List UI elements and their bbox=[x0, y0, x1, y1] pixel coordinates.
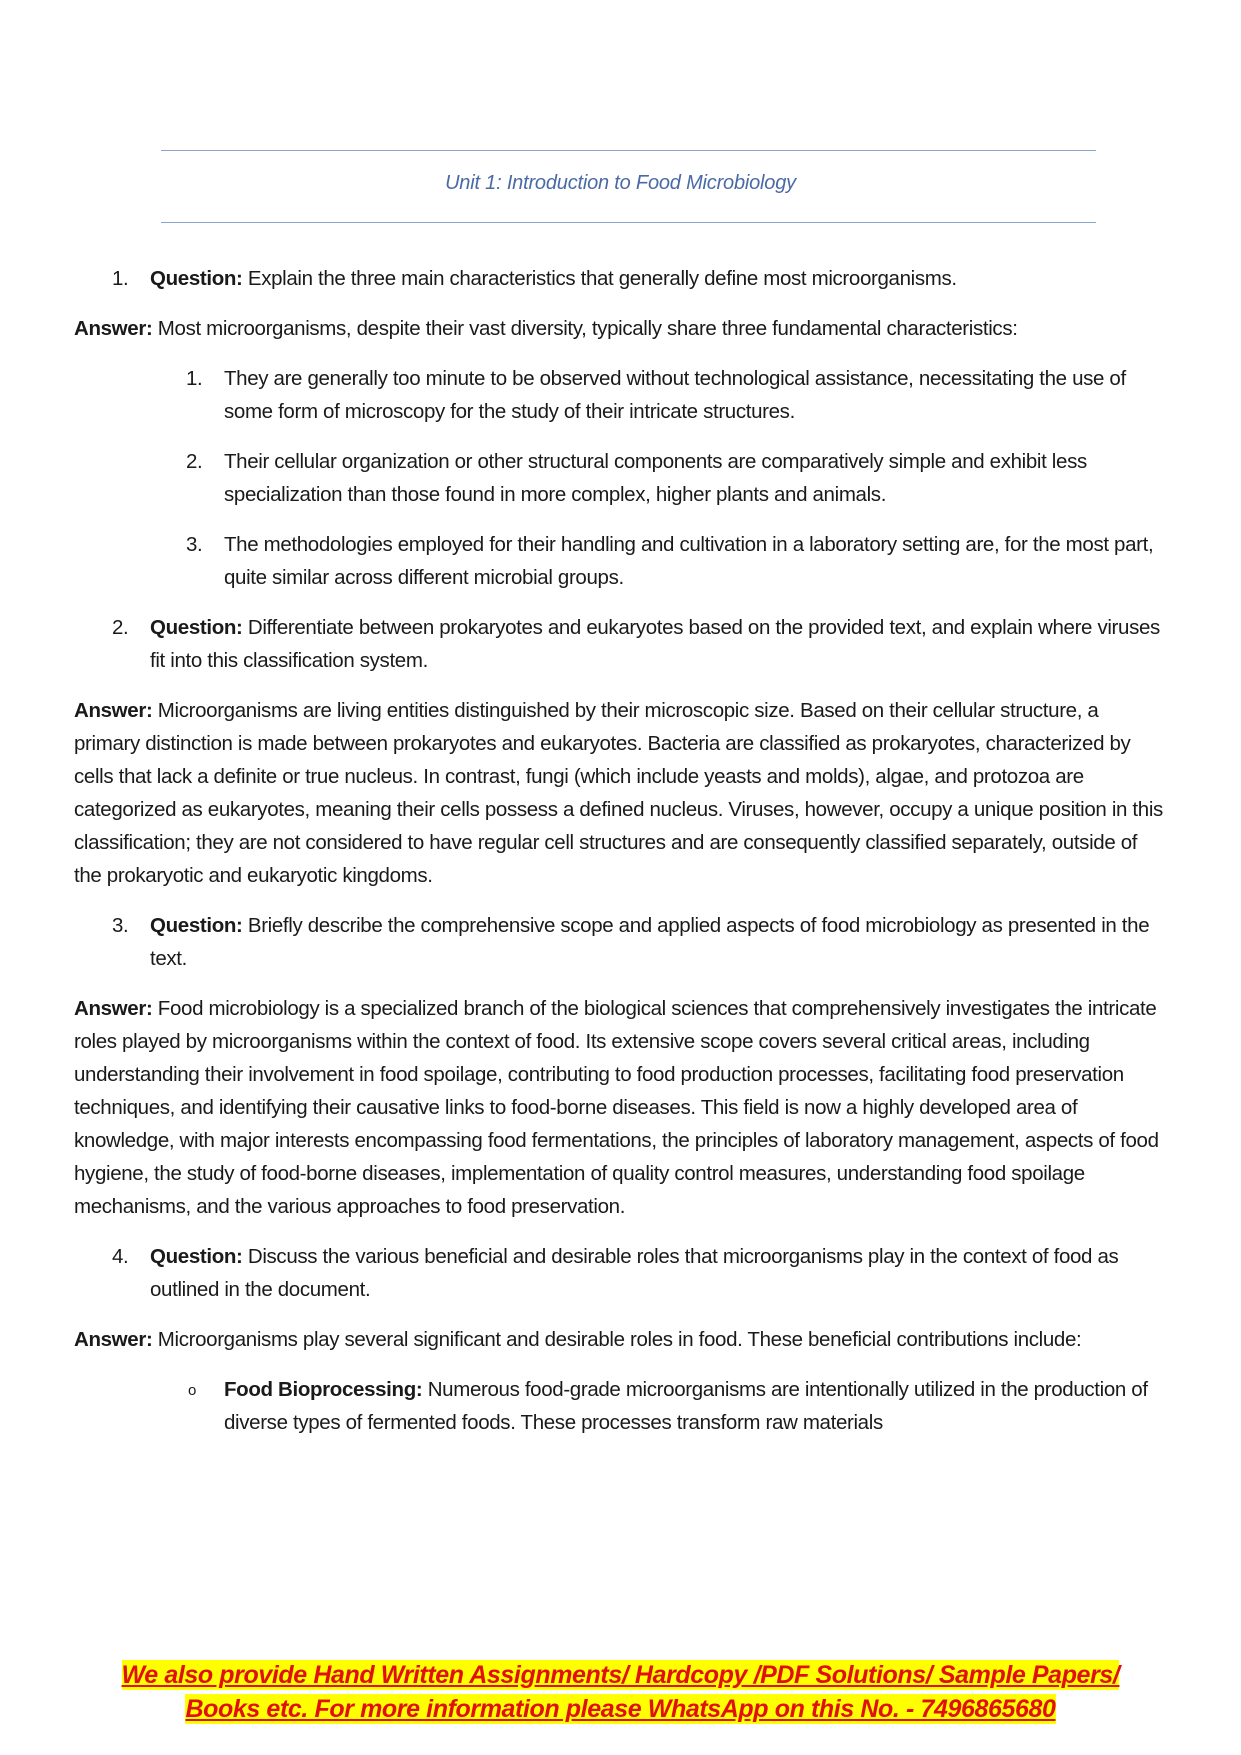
question-4 bbox=[74, 1240, 1164, 1306]
question-number: 4. bbox=[112, 1245, 129, 1268]
answer-4 bbox=[74, 1323, 1164, 1356]
document-body bbox=[74, 262, 1164, 1439]
answer-label: Answer: bbox=[74, 997, 153, 1020]
bullet-title: Food Bioprocessing: bbox=[224, 1378, 423, 1401]
promo-footer bbox=[0, 1658, 1241, 1726]
question-text: Briefly describe the comprehensive scope and applied aspects of food microbiology as presented in the text. bbox=[150, 914, 1150, 970]
answer-label: Answer: bbox=[74, 317, 153, 340]
header-bottom-rule bbox=[161, 222, 1096, 223]
point-number: 2. bbox=[186, 450, 203, 473]
header-top-rule bbox=[161, 150, 1096, 151]
question-number: 1. bbox=[112, 267, 129, 290]
hollow-bullet-icon: o bbox=[188, 1382, 196, 1399]
answer-text: Food microbiology is a specialized branch of the biological sciences that comprehensively investigates the intricate roles played by microorganisms within the context of food. Its extensive scope covers several critical areas, including understanding their involvement in food spoilage, contributing to food production processes, facilitating food preservation techniques, and identifying their causative links to food-borne diseases. This field is now a highly developed area of knowledge, with major interests encompassing food fermentations, the principles of laboratory management, aspects of food hygiene, the study of food-borne diseases, implementation of quality control measures, understanding food spoilage mechanisms, and the various approaches to food preservation. bbox=[74, 997, 1159, 1218]
question-number: 3. bbox=[112, 914, 129, 937]
answer-label: Answer: bbox=[74, 1328, 153, 1351]
point-text: They are generally too minute to be observed without technological assistance, necessitating the use of some form of microscopy for the study of their intricate structures. bbox=[224, 367, 1126, 423]
promo-line-2: Books etc. For more information please WhatsApp on this No. - 7496865680 bbox=[185, 1695, 1056, 1723]
answer-1-point-2 bbox=[74, 445, 1164, 511]
unit-title: Unit 1: Introduction to Food Microbiology bbox=[445, 172, 796, 194]
question-number: 2. bbox=[112, 616, 129, 639]
answer-1 bbox=[74, 312, 1164, 345]
question-label: Question: bbox=[150, 1245, 243, 1268]
question-text: Differentiate between prokaryotes and eukaryotes based on the provided text, and explain where viruses fit into this classification system. bbox=[150, 616, 1160, 672]
point-text: The methodologies employed for their handling and cultivation in a laboratory setting are, for the most part, quite similar across different microbial groups. bbox=[224, 533, 1154, 589]
bullet-text: Numerous food-grade microorganisms are intentionally utilized in the production of diverse types of fermented foods. These processes transform raw materials bbox=[224, 1378, 1148, 1434]
promo-line-1: We also provide Hand Written Assignments/ Hardcopy /PDF Solutions/ Sample Papers/ bbox=[121, 1661, 1120, 1689]
question-label: Question: bbox=[150, 914, 243, 937]
question-3 bbox=[74, 909, 1164, 975]
point-number: 3. bbox=[186, 533, 203, 556]
answer-2 bbox=[74, 694, 1164, 892]
point-number: 1. bbox=[186, 367, 203, 390]
answer-text: Microorganisms are living entities distinguished by their microscopic size. Based on their cellular structure, a primary distinction is made between prokaryotes and eukaryotes. Bacteria are classified as prokaryotes, characterized by cells that lack a definite or true nucleus. In contrast, fungi (which include yeasts and molds), algae, and protozoa are categorized as eukaryotes, meaning their cells possess a defined nucleus. Viruses, however, occupy a unique position in this classification; they are not considered to have regular cell structures and are consequently classified separately, outside of the prokaryotic and eukaryotic kingdoms. bbox=[74, 699, 1163, 887]
answer-label: Answer: bbox=[74, 699, 153, 722]
answer-text: Most microorganisms, despite their vast diversity, typically share three fundamental characteristics: bbox=[157, 317, 1018, 340]
question-text: Discuss the various beneficial and desirable roles that microorganisms play in the context of food as outlined in the document. bbox=[150, 1245, 1119, 1301]
answer-1-point-3 bbox=[74, 528, 1164, 594]
question-label: Question: bbox=[150, 267, 243, 290]
point-text: Their cellular organization or other structural components are comparatively simple and exhibit less specialization than those found in more complex, higher plants and animals. bbox=[224, 450, 1087, 506]
answer-3 bbox=[74, 992, 1164, 1223]
answer-1-point-1 bbox=[74, 362, 1164, 428]
answer-4-bullet-1 bbox=[74, 1373, 1164, 1439]
answer-text: Microorganisms play several significant and desirable roles in food. These beneficial contributions include: bbox=[157, 1328, 1082, 1351]
question-label: Question: bbox=[150, 616, 243, 639]
question-text: Explain the three main characteristics that generally define most microorganisms. bbox=[247, 267, 957, 290]
question-2 bbox=[74, 611, 1164, 677]
question-1 bbox=[74, 262, 1164, 295]
